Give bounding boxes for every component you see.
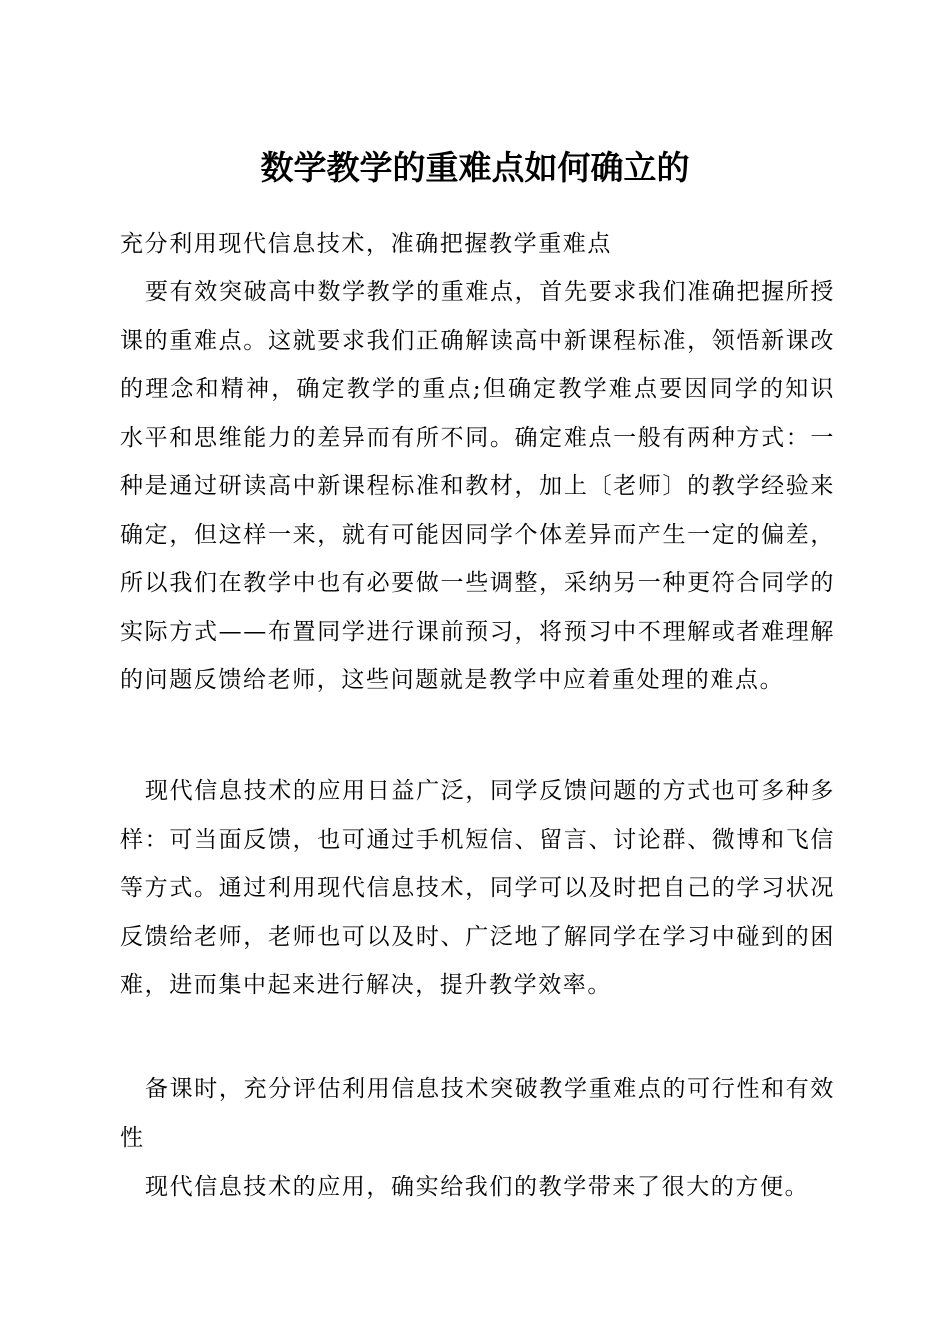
section-heading-1: 充分利用现代信息技术，准确把握教学重难点: [120, 231, 612, 257]
document-title: 数学教学的重难点如何确立的: [260, 148, 690, 187]
section-heading-2: 备课时，充分评估利用信息技术突破教学重难点的可行性和有效性: [120, 1076, 835, 1151]
body-paragraph-3: 现代信息技术的应用，确实给我们的教学带来了很大的方便。: [145, 1174, 810, 1200]
body-paragraph-1: 要有效突破高中数学教学的重难点，首先要求我们准确把握所授课的重难点。这就要求我们正确解读高中新课程标准，领悟新课改的理念和精神，确定教学的重点;但确定教学难点要因同学的知识水平和思维能力的差异而有所不同。确定难点一般有两种方式：一种是通过研读高中新课程标准和教材，加上〔老师〕的教学经验来确定，但这样一来，就有可能因同学个体差异而产生一定的偏差，所以我们在教学中也有必要做一些调整，采纳另一种更符合同学的实际方式——布置同学进行课前预习，将预习中不理解或者难理解的问题反馈给老师，这些问题就是教学中应着重处理的难点。: [120, 279, 835, 693]
body-paragraph-2: 现代信息技术的应用日益广泛，同学反馈问题的方式也可多种多样：可当面反馈，也可通过手机短信、留言、讨论群、微博和飞信等方式。通过利用现代信息技术，同学可以及时把自己的学习状况反馈给老师，老师也可以及时、广泛地了解同学在学习中碰到的困难，进而集中起来进行解决，提升教学效率。: [120, 778, 835, 998]
